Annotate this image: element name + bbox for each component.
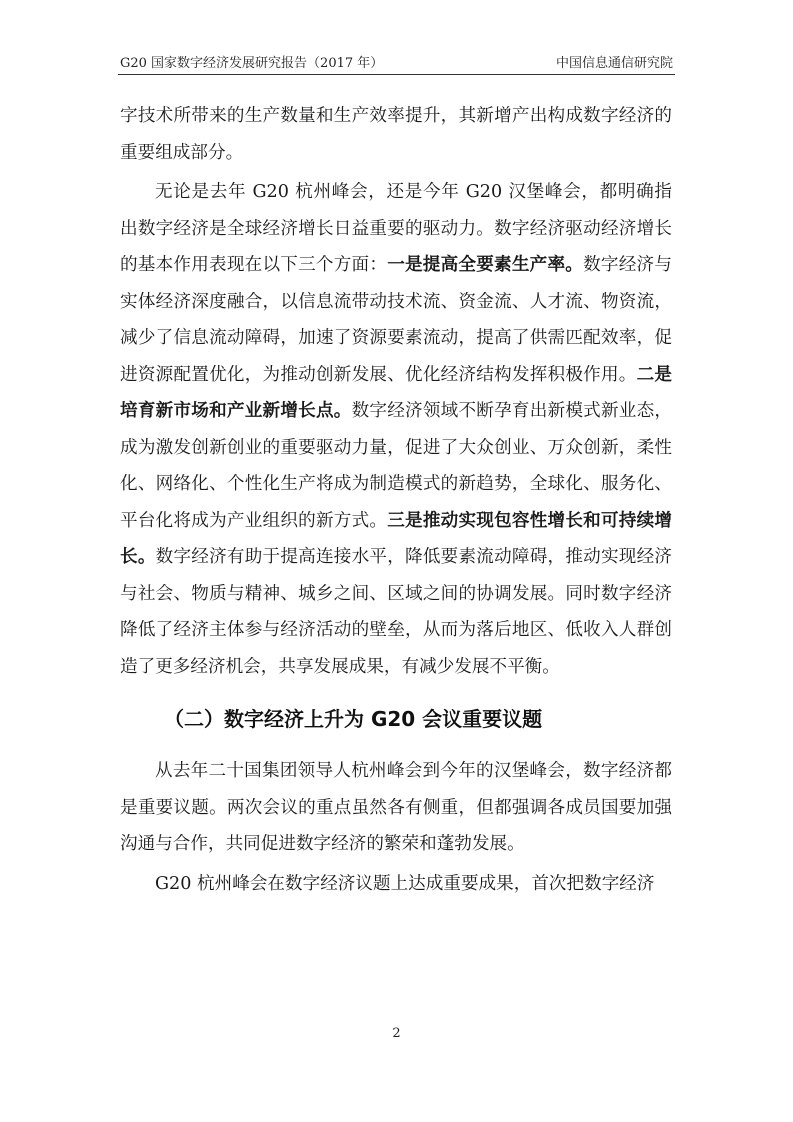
point-three-heading: 三是推动实现包容性增长和可持续增长。: [120, 510, 672, 567]
document-body: [120, 98, 672, 902]
page-number: 2: [392, 1026, 401, 1041]
point-one-heading: 一是提高全要素生产率。: [387, 255, 584, 275]
point-three-text: 数字经济有助于提高连接水平，降低要素流动障碍，推动实现经济与社会、物质与精神、城乡之间、区域之间的协调发展。同时数字经济降低了经济主体参与经济活动的壁垒，从而为落后地区、低收入人群创造了更多经济机会，共享发展成果，有减少发展不平衡。: [120, 547, 672, 677]
header-report-title: G20 国家数字经济发展研究报告（2017 年）: [120, 56, 384, 71]
paragraph-intro: 无论是去年 G20 杭州峰会，还是今年 G20 汉堡峰会，都明确指出数字经济是全球经济增长日益重要的驱动力。数字经济驱动经济增长的基本作用表现在以下三个方面：: [120, 182, 672, 275]
section-heading: （二）数字经济上升为 G20 会议重要议题: [164, 707, 543, 731]
point-two-text: 数字经济领域不断孕育出新模式新业态，成为激发创新创业的重要驱动力量，促进了大众创业、万众创新，柔性化、网络化、个性化生产将成为制造模式的新趋势，全球化、服务化、平台化将成为产业组织的新方式。: [120, 401, 672, 531]
header-divider: [118, 74, 675, 75]
point-two-heading: 二是培育新市场和产业新增长点。: [120, 364, 672, 421]
paragraph-hangzhou-summit: G20 杭州峰会在数字经济议题上达成重要成果，首次把数字经济: [155, 873, 655, 894]
paragraph-growth-drivers: [120, 174, 672, 685]
point-one-text: 数字经济与实体经济深度融合，以信息流带动技术流、资金流、人才流、物资流，减少了信息流动障碍，加速了资源要素流动，提高了供需匹配效率，促进资源配置优化，为推动创新发展、优化经济结构发挥积极作用。: [120, 255, 672, 385]
paragraph-continued: 字技术所带来的生产数量和生产效率提升，其新增产出构成数字经济的重要组成部分。: [120, 106, 672, 163]
page-header: [118, 52, 675, 72]
header-institution: 中国信息通信研究院: [555, 56, 673, 71]
paragraph-g20-topics: 从去年二十国集团领导人杭州峰会到今年的汉堡峰会，数字经济都是重要议题。两次会议的重点虽然各有侧重，但都强调各成员国要加强沟通与合作，共同促进数字经济的繁荣和蓬勃发展。: [120, 761, 672, 854]
